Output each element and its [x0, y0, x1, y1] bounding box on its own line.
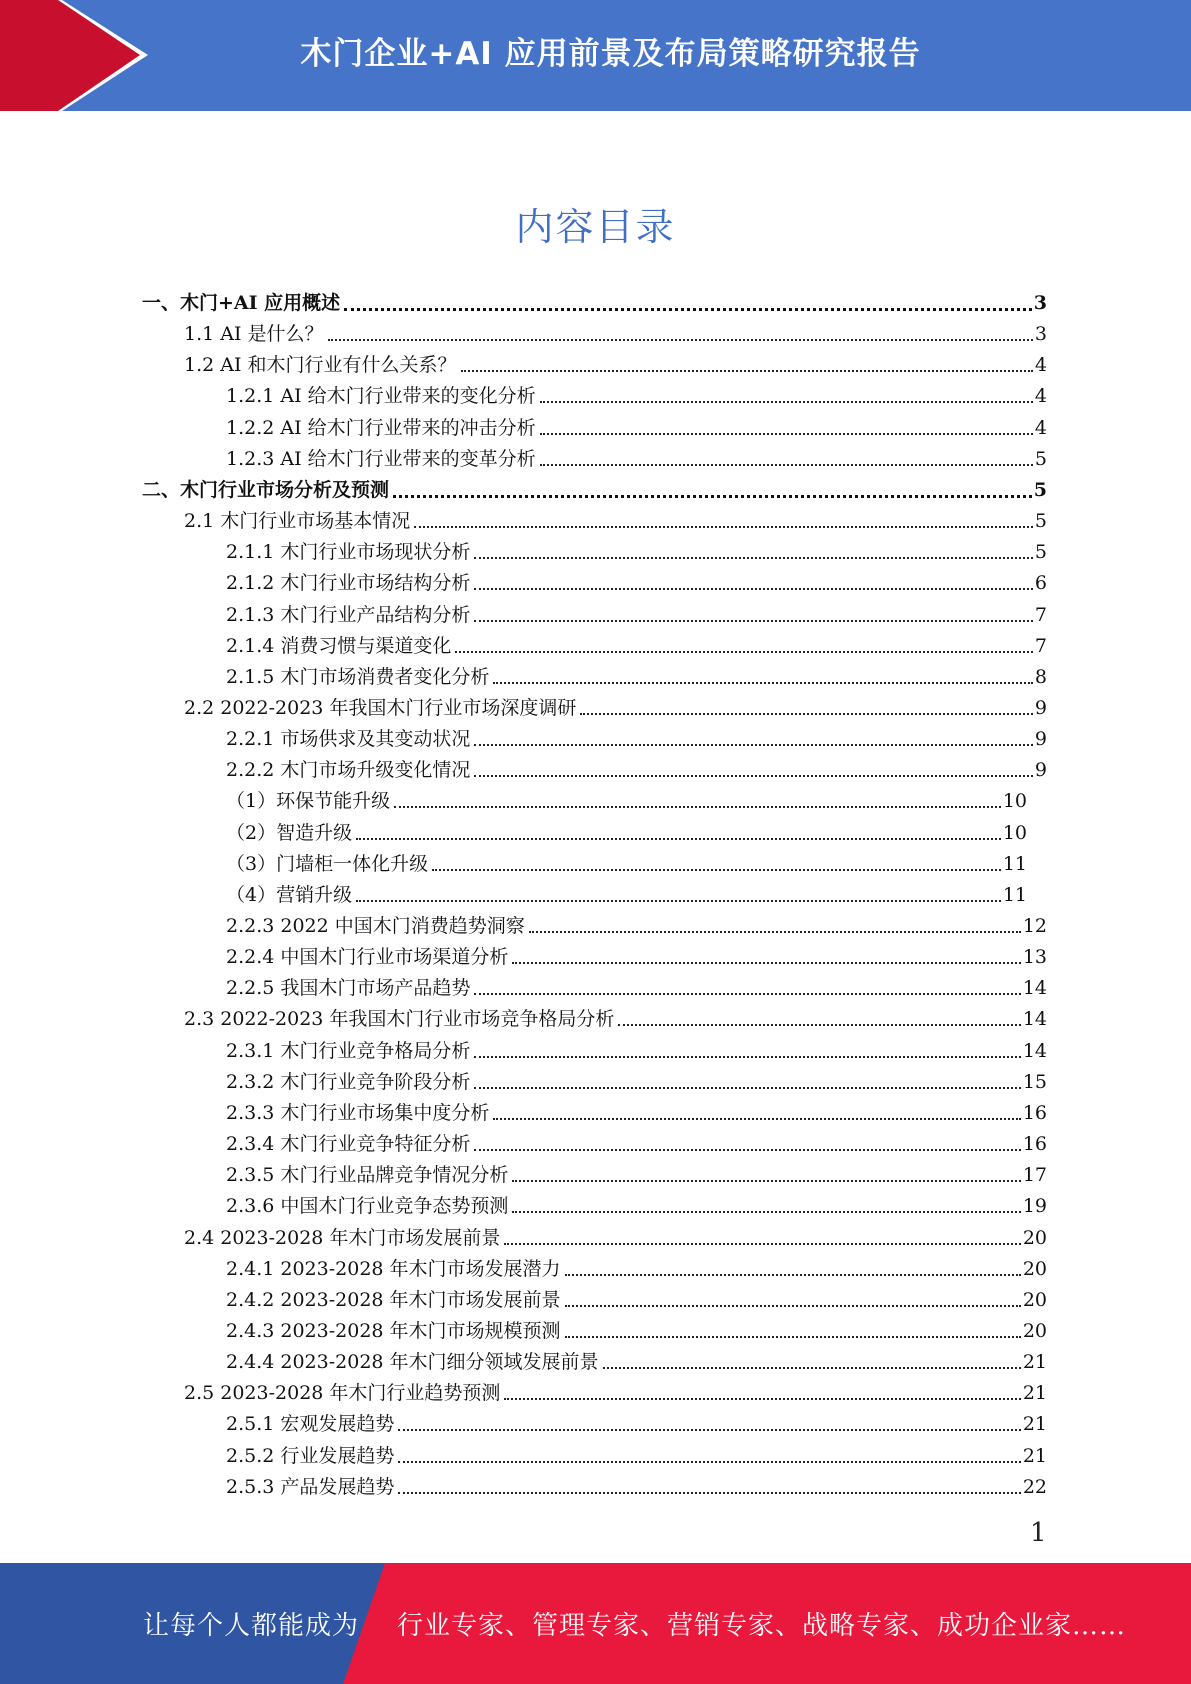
toc-entry-page: 21: [1022, 1351, 1047, 1374]
toc-entry-text: 1.2 AI 和木门行业有什么关系？: [184, 354, 457, 377]
toc-dot-leader: [565, 1274, 1021, 1276]
toc-dot-leader: [540, 433, 1033, 435]
toc-entry-text: 1.1 AI 是什么？: [184, 323, 324, 346]
toc-entry[interactable]: [226, 1437, 1047, 1468]
toc-entry-page: 21: [1022, 1382, 1047, 1405]
toc-entry[interactable]: [226, 596, 1047, 627]
toc-entry[interactable]: [226, 533, 1047, 564]
chevron-arrow-icon: [0, 0, 150, 111]
toc-entry[interactable]: [226, 814, 1027, 845]
toc-entry-text: 2.4.2 2023-2028 年木门市场发展前景: [226, 1288, 561, 1311]
toc-entry[interactable]: [226, 1156, 1047, 1187]
toc-entry[interactable]: [226, 1468, 1047, 1499]
toc-entry-text: （2）智造升级: [226, 821, 353, 844]
toc-dot-leader: [603, 1367, 1021, 1369]
toc-entry-page: 13: [1022, 946, 1047, 969]
toc-dot-leader: [565, 1305, 1021, 1307]
header-band: [0, 0, 1191, 111]
toc-entry-text: 1.2.2 AI 给木门行业带来的冲击分析: [226, 416, 536, 439]
toc-dot-leader: [493, 682, 1033, 684]
toc-dot-leader: [529, 931, 1021, 933]
toc-dot-leader: [504, 1398, 1020, 1400]
toc-entry-page: 4: [1034, 354, 1047, 377]
toc-dot-leader: [398, 1492, 1020, 1494]
toc-entry-page: 9: [1034, 728, 1047, 751]
toc-entry[interactable]: [226, 1250, 1047, 1281]
toc-entry[interactable]: [226, 1187, 1047, 1218]
toc-dot-leader: [328, 339, 1033, 341]
toc-entry-text: 2.4.4 2023-2028 年木门细分领域发展前景: [226, 1351, 599, 1374]
toc-entry-page: 7: [1034, 603, 1047, 626]
toc-entry[interactable]: [184, 1219, 1047, 1250]
toc-dot-leader: [474, 775, 1033, 777]
toc-entry-page: 20: [1022, 1288, 1047, 1311]
toc-entry-page: 20: [1022, 1319, 1047, 1342]
toc-entry[interactable]: [226, 1125, 1047, 1156]
toc-entry-text: 2.5.2 行业发展趋势: [226, 1444, 395, 1467]
toc-dot-leader: [493, 1118, 1020, 1120]
toc-dot-leader: [474, 1087, 1020, 1089]
toc-dot-leader: [512, 962, 1020, 964]
toc-entry[interactable]: [226, 845, 1027, 876]
toc-entry-text: 2.5 2023-2028 年木门行业趋势预测: [184, 1382, 501, 1405]
toc-dot-leader: [540, 401, 1033, 403]
toc-dot-leader: [414, 526, 1033, 528]
toc-dot-leader: [461, 370, 1033, 372]
toc-entry-page: 11: [1002, 852, 1027, 875]
footer-band: [0, 1563, 1191, 1684]
toc-dot-leader: [455, 651, 1033, 653]
toc-entry-text: 2.5.1 宏观发展趋势: [226, 1413, 395, 1436]
toc-entry-page: 5: [1034, 541, 1047, 564]
toc-entry[interactable]: [184, 502, 1047, 533]
toc-entry[interactable]: [226, 1032, 1047, 1063]
toc-entry[interactable]: [226, 782, 1027, 813]
toc-entry[interactable]: [226, 720, 1047, 751]
toc-entry[interactable]: [184, 1000, 1047, 1031]
toc-entry-page: 3: [1033, 292, 1047, 314]
toc-entry-text: 2.3.4 木门行业竞争特征分析: [226, 1133, 471, 1156]
toc-entry[interactable]: [226, 658, 1047, 689]
footer-slogan-right: 行业专家、管理专家、营销专家、战略专家、成功企业家……: [397, 1611, 1127, 1641]
toc-entry-text: 1.2.1 AI 给木门行业带来的变化分析: [226, 385, 536, 408]
toc-entry-page: 12: [1022, 915, 1047, 937]
toc-entry-page: 20: [1022, 1226, 1047, 1249]
toc-dot-leader: [474, 557, 1033, 559]
toc-entry[interactable]: [226, 440, 1047, 471]
toc-entry-page: 21: [1022, 1413, 1047, 1436]
toc-dot-leader: [344, 308, 1032, 311]
toc-entry-text: 2.2.5 我国木门市场产品趋势: [226, 977, 471, 1000]
toc-entry-text: （1）环保节能升级: [226, 790, 391, 813]
toc-dot-leader: [618, 1024, 1020, 1026]
toc-entry-text: 2.2 2022-2023 年我国木门行业市场深度调研: [184, 696, 577, 719]
toc-entry-page: 5: [1034, 510, 1047, 533]
toc-entry[interactable]: [226, 564, 1047, 595]
toc-entry[interactable]: [226, 751, 1047, 782]
toc-entry-page: 7: [1034, 634, 1047, 657]
toc-entry-text: 2.4.3 2023-2028 年木门市场规模预测: [226, 1319, 561, 1342]
toc-dot-leader: [356, 900, 1001, 902]
toc-entry[interactable]: [226, 627, 1047, 658]
toc-entry[interactable]: [226, 377, 1047, 408]
toc-entry[interactable]: [184, 1374, 1047, 1405]
toc-entry-text: （3）门墙柜一体化升级: [226, 852, 429, 875]
toc-entry-page: 4: [1034, 416, 1047, 439]
toc-entry-text: 2.4 2023-2028 年木门市场发展前景: [184, 1226, 501, 1249]
toc-entry-text: 2.3 2022-2023 年我国木门行业市场竞争格局分析: [184, 1008, 615, 1031]
toc-entry-page: 5: [1034, 447, 1047, 470]
toc-dot-leader: [474, 620, 1033, 622]
toc-entry-page: 4: [1034, 385, 1047, 408]
toc-dot-leader: [398, 1461, 1020, 1463]
toc-entry-page: 6: [1034, 572, 1047, 595]
toc-entry-page: 16: [1022, 1101, 1047, 1124]
toc-dot-leader: [580, 713, 1032, 715]
toc-entry-page: 14: [1022, 1039, 1047, 1062]
toc-entry-page: 14: [1022, 977, 1047, 1000]
toc-entry-page: 17: [1022, 1164, 1047, 1187]
toc-entry[interactable]: [226, 938, 1047, 969]
toc-entry[interactable]: [226, 1312, 1047, 1343]
toc-entry-page: 16: [1022, 1133, 1047, 1156]
toc-entry-page: 5: [1033, 478, 1047, 501]
footer-slogan-left: 让每个人都能成为: [143, 1611, 360, 1641]
toc-entry[interactable]: [226, 969, 1047, 1000]
toc-entry-text: 2.3.1 木门行业竞争格局分析: [226, 1039, 471, 1062]
toc-entry-text: 2.4.1 2023-2028 年木门市场发展潜力: [226, 1257, 561, 1280]
toc-entry[interactable]: [226, 876, 1027, 907]
toc-entry-page: 10: [1002, 821, 1027, 844]
toc-entry-page: 3: [1034, 323, 1047, 346]
toc-entry-page: 22: [1022, 1475, 1047, 1498]
toc-entry-page: 11: [1002, 883, 1027, 906]
toc-entry[interactable]: [226, 1281, 1047, 1312]
toc-dot-leader: [474, 744, 1033, 746]
toc-dot-leader: [504, 1243, 1020, 1245]
toc-dot-leader: [398, 1429, 1020, 1431]
toc-entry-page: 20: [1022, 1257, 1047, 1280]
toc-dot-leader: [394, 806, 1001, 808]
toc-entry-text: 2.1.5 木门市场消费者变化分析: [226, 665, 490, 688]
toc-entry-page: 15: [1022, 1070, 1047, 1093]
toc-entry[interactable]: [142, 471, 1047, 502]
toc-entry-text: （4）营销升级: [226, 883, 353, 906]
toc-entry-text: 一、木门+AI 应用概述: [142, 292, 341, 314]
toc-dot-leader: [393, 495, 1032, 498]
toc-entry-text: 2.2.2 木门市场升级变化情况: [226, 759, 471, 782]
toc-entry-text: 2.1.2 木门行业市场结构分析: [226, 572, 471, 595]
toc-entry-text: 1.2.3 AI 给木门行业带来的变革分析: [226, 447, 536, 470]
toc-entry-text: 2.3.6 中国木门行业竞争态势预测: [226, 1195, 509, 1218]
toc-entry-text: 二、木门行业市场分析及预测: [142, 478, 390, 501]
toc-entry-text: 2.2.4 中国木门行业市场渠道分析: [226, 946, 509, 969]
toc-entry[interactable]: [142, 284, 1047, 315]
toc-entry-text: 2.1.1 木门行业市场现状分析: [226, 541, 471, 564]
toc-entry-page: 8: [1034, 665, 1047, 688]
toc-entry[interactable]: [226, 1405, 1047, 1436]
toc-dot-leader: [474, 1149, 1020, 1151]
toc-dot-leader: [512, 1211, 1020, 1213]
toc-entry-page: 14: [1022, 1008, 1047, 1031]
toc-entry-text: 2.1.4 消费习惯与渠道变化: [226, 634, 452, 657]
toc-entry-page: 21: [1022, 1444, 1047, 1467]
toc-dot-leader: [474, 588, 1033, 590]
toc-dot-leader: [432, 869, 1001, 871]
toc-entry-page: 9: [1034, 759, 1047, 782]
page-number: 1: [1030, 1518, 1047, 1548]
toc-entry[interactable]: [184, 689, 1047, 720]
toc-dot-leader: [512, 1180, 1020, 1182]
toc-entry-text: 2.1.3 木门行业产品结构分析: [226, 603, 471, 626]
toc-entry-text: 2.1 木门行业市场基本情况: [184, 510, 411, 533]
toc-dot-leader: [540, 464, 1033, 466]
toc-entry-text: 2.5.3 产品发展趋势: [226, 1475, 395, 1498]
toc-entry-text: 2.3.2 木门行业竞争阶段分析: [226, 1070, 471, 1093]
toc-entry[interactable]: [184, 315, 1047, 346]
toc-dot-leader: [474, 993, 1020, 995]
toc-entry[interactable]: [226, 1094, 1047, 1125]
toc-entry-text: 2.3.3 木门行业市场集中度分析: [226, 1101, 490, 1124]
toc-entry-text: 2.2.3 2022 中国木门消费趋势洞察: [226, 915, 525, 937]
toc-entry[interactable]: [226, 1063, 1047, 1094]
toc-entry[interactable]: [184, 346, 1047, 377]
toc-dot-leader: [565, 1336, 1021, 1338]
toc-entry-page: 9: [1034, 696, 1047, 719]
toc-entry-page: 19: [1022, 1195, 1047, 1218]
toc-title: 内容目录: [515, 205, 676, 249]
report-title: 木门企业+AI 应用前景及布局策略研究报告: [300, 35, 921, 72]
toc-entry-text: 2.2.1 市场供求及其变动状况: [226, 728, 471, 751]
toc-entry-text: 2.3.5 木门行业品牌竞争情况分析: [226, 1164, 509, 1187]
toc-dot-leader: [356, 838, 1001, 840]
toc-entry[interactable]: [226, 1343, 1047, 1374]
toc-entry-page: 10: [1002, 790, 1027, 813]
toc-entry[interactable]: [226, 409, 1047, 440]
toc-dot-leader: [474, 1056, 1020, 1058]
toc-entry[interactable]: [226, 907, 1047, 938]
